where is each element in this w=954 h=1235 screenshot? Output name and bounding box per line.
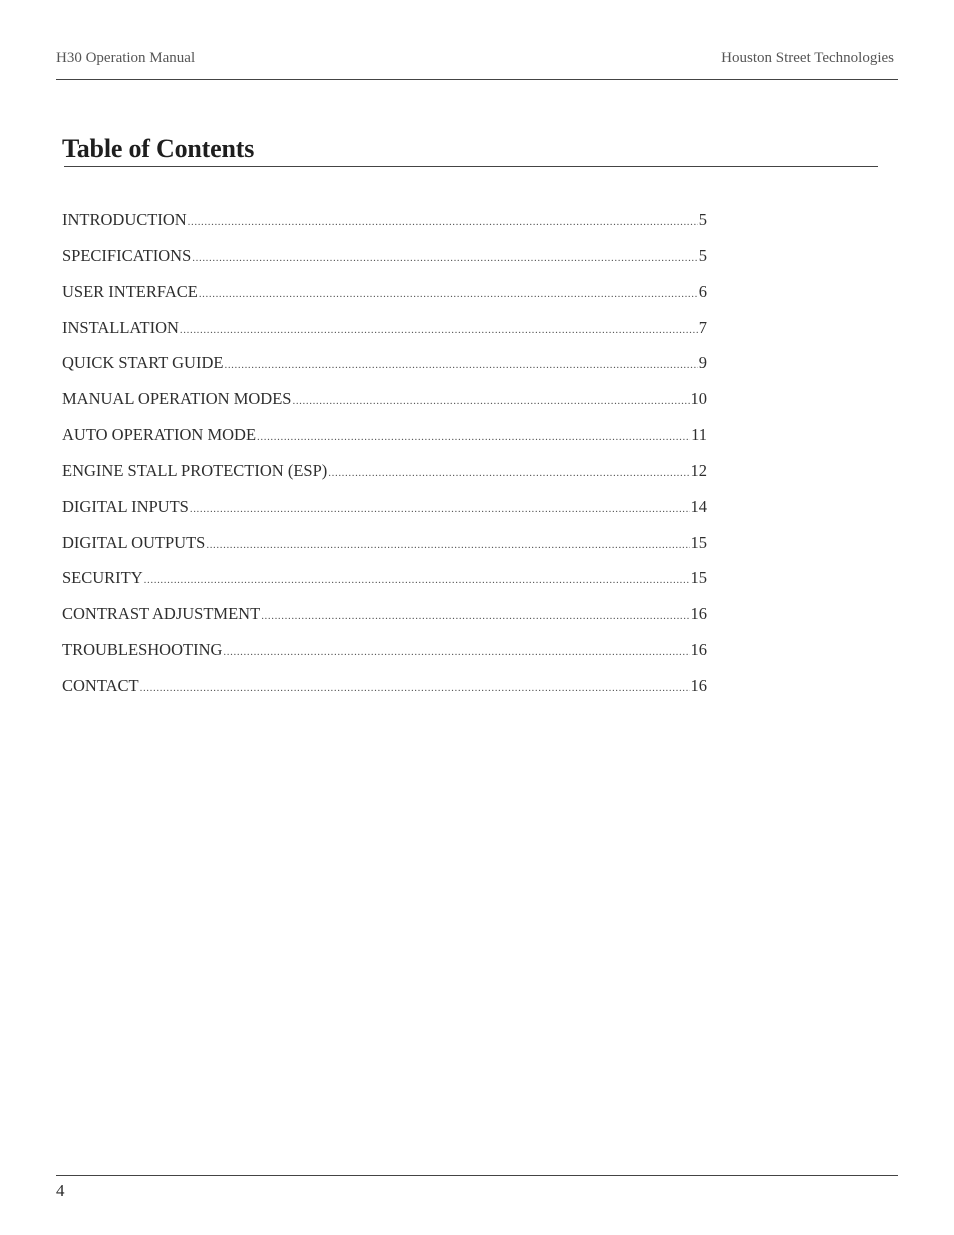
toc-entry-troubleshooting[interactable] [62,640,707,676]
page-number: 4 [56,1181,65,1200]
toc-entry-page: 5 [698,210,707,229]
toc-entry-label: INSTALLATION [62,317,179,337]
toc-entry-installation[interactable] [62,318,707,354]
toc-leader-dots [224,359,697,371]
toc-entry-quick-start-guide[interactable] [62,353,707,389]
toc-entry-digital-outputs[interactable] [62,533,707,569]
toc-entry-label: QUICK START GUIDE [62,353,224,373]
toc-entry-label: DIGITAL INPUTS [62,496,189,516]
footer-divider [56,1175,898,1176]
table-of-contents [62,210,707,712]
toc-entry-digital-inputs[interactable] [62,497,707,533]
manual-title: H30 Operation Manual [56,50,196,66]
toc-entry-label: ENGINE STALL PROTECTION (ESP) [62,460,328,480]
toc-entry-user-interface[interactable] [62,282,707,318]
page-title: Table of Contents [62,134,255,163]
toc-leader-dots [223,646,689,658]
toc-leader-dots [199,288,698,300]
toc-leader-dots [190,503,690,515]
toc-leader-dots [188,216,698,228]
toc-entry-introduction[interactable] [62,210,707,246]
toc-entry-label: INTRODUCTION [62,210,187,229]
toc-leader-dots [261,610,689,622]
page-header [56,48,898,80]
toc-leader-dots [180,324,698,336]
toc-entry-page: 16 [690,675,707,695]
toc-leader-dots [192,252,697,264]
toc-entry-engine-stall-protection[interactable] [62,461,707,497]
toc-entry-page: 5 [698,245,707,265]
toc-leader-dots [144,574,690,586]
toc-entry-label: MANUAL OPERATION MODES [62,389,292,409]
toc-leader-dots [328,467,689,479]
toc-entry-page: 6 [698,281,707,301]
toc-entry-label: CONTRAST ADJUSTMENT [62,604,261,624]
toc-leader-dots [257,431,690,443]
toc-entry-page: 15 [690,568,707,588]
toc-entry-label: SECURITY [62,568,143,588]
toc-entry-label: TROUBLESHOOTING [62,640,223,660]
toc-entry-page: 10 [690,389,707,409]
toc-entry-contrast-adjustment[interactable] [62,604,707,640]
toc-entry-auto-operation-mode[interactable] [62,425,707,461]
toc-entry-page: 7 [698,317,707,337]
toc-leader-dots [206,539,689,551]
toc-entry-label: AUTO OPERATION MODE [62,425,257,445]
toc-entry-page: 15 [690,532,707,552]
toc-entry-security[interactable] [62,568,707,604]
company-name: Houston Street Technologies [721,50,894,66]
toc-entry-page: 12 [690,460,707,480]
toc-entry-manual-operation-modes[interactable] [62,389,707,425]
toc-entry-contact[interactable] [62,676,707,712]
toc-leader-dots [140,682,690,694]
toc-entry-page: 16 [690,604,707,624]
toc-entry-label: SPECIFICATIONS [62,245,192,265]
toc-entry-specifications[interactable] [62,246,707,282]
title-divider [64,166,878,167]
toc-entry-page: 11 [691,425,707,445]
toc-entry-label: USER INTERFACE [62,281,198,301]
toc-entry-label: CONTACT [62,675,139,695]
toc-entry-page: 16 [690,640,707,660]
toc-leader-dots [292,395,689,407]
toc-entry-label: DIGITAL OUTPUTS [62,532,206,552]
toc-entry-page: 14 [690,496,707,516]
toc-entry-page: 9 [698,353,707,373]
